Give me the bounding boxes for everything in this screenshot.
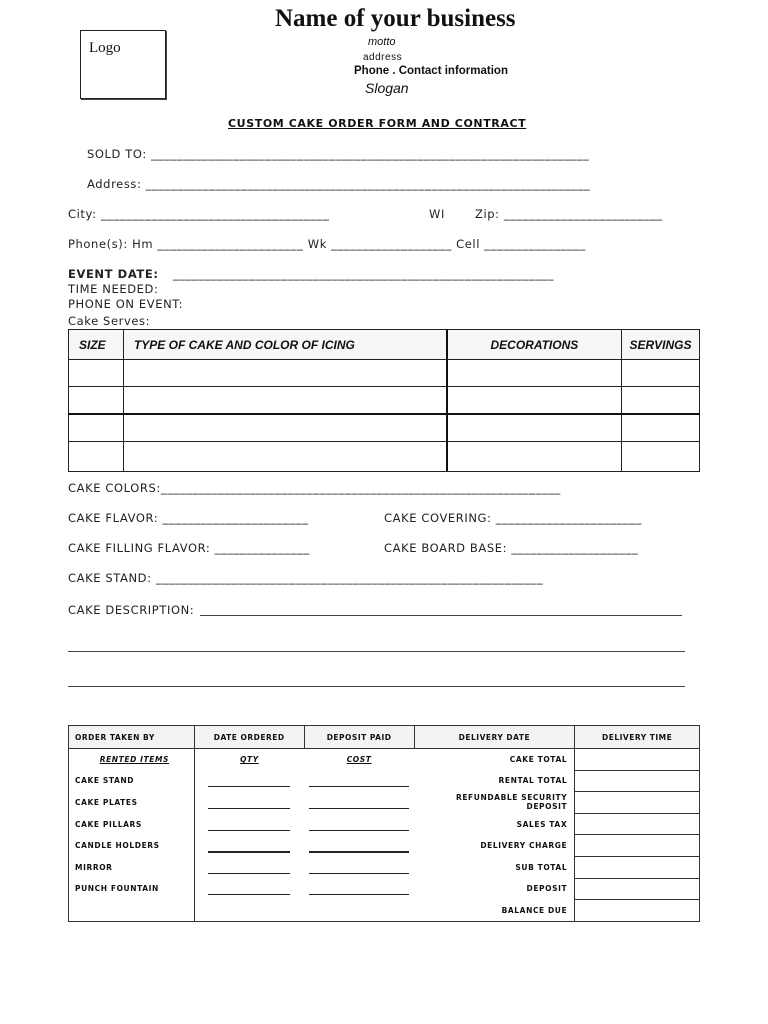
- delivery-time-header: DELIVERY TIME: [575, 726, 700, 749]
- rented-item-label: CAKE STAND: [69, 770, 195, 792]
- type-header: TYPE OF CAKE AND COLOR OF ICING: [123, 330, 446, 360]
- decorations-header: DECORATIONS: [447, 330, 622, 360]
- rented-item-label: PUNCH FOUNTAIN: [69, 878, 195, 900]
- table-row: [69, 792, 700, 814]
- cost-cell[interactable]: [304, 813, 414, 835]
- cost-cell[interactable]: [304, 900, 414, 922]
- cell[interactable]: [622, 360, 700, 387]
- description-line[interactable]: [200, 615, 682, 616]
- cake-board-field[interactable]: CAKE BOARD BASE: ____________________: [384, 541, 639, 555]
- table-row: [69, 749, 700, 771]
- cell[interactable]: [123, 414, 446, 442]
- table-row: [69, 878, 700, 900]
- zip-field[interactable]: Zip: _________________________: [475, 207, 663, 221]
- qty-cell[interactable]: [194, 856, 304, 878]
- total-label: CAKE TOTAL: [509, 755, 568, 765]
- slogan: Slogan: [365, 80, 409, 96]
- deposit-paid-header: DEPOSIT PAID: [304, 726, 414, 749]
- total-value-cell[interactable]: [575, 878, 700, 900]
- table-row: [69, 856, 700, 878]
- cell[interactable]: [447, 360, 622, 387]
- cell[interactable]: [123, 360, 446, 387]
- sold-to-field[interactable]: SOLD TO: _____________________________________________________________________: [87, 147, 590, 161]
- time-needed-label: TIME NEEDED:: [68, 282, 159, 296]
- qty-cell[interactable]: [194, 770, 304, 792]
- total-value-cell[interactable]: [575, 770, 700, 792]
- table-row: [69, 442, 700, 472]
- phones-field[interactable]: Phone(s): Hm _______________________ Wk ___________________ Cell ________________: [68, 237, 586, 251]
- rented-item-label: MIRROR: [69, 856, 195, 878]
- table-row: [69, 835, 700, 857]
- cell[interactable]: [69, 442, 124, 472]
- logo-label: Logo: [89, 40, 121, 56]
- description-line[interactable]: [68, 686, 685, 687]
- cake-filling-field[interactable]: CAKE FILLING FLAVOR: _______________: [68, 541, 310, 555]
- order-table-header: [69, 726, 700, 749]
- total-value-cell[interactable]: [575, 835, 700, 857]
- cost-cell[interactable]: [304, 770, 414, 792]
- total-value-cell[interactable]: [575, 900, 700, 922]
- order-taken-by-header: ORDER TAKEN BY: [69, 726, 195, 749]
- date-ordered-header: DATE ORDERED: [194, 726, 304, 749]
- rented-item-label: CANDLE HOLDERS: [69, 835, 195, 857]
- cell[interactable]: [622, 414, 700, 442]
- table-row: [69, 900, 700, 922]
- cake-serves-label: Cake Serves:: [68, 314, 151, 328]
- total-label: SALES TAX: [516, 819, 568, 829]
- table-row: [69, 414, 700, 442]
- cell[interactable]: [622, 387, 700, 415]
- address-text: address: [363, 52, 403, 63]
- total-value-cell[interactable]: [575, 856, 700, 878]
- total-label: DEPOSIT: [526, 884, 568, 894]
- qty-cell[interactable]: [194, 792, 304, 814]
- total-value-cell[interactable]: [575, 749, 700, 771]
- total-label: BALANCE DUE: [501, 905, 568, 915]
- cell[interactable]: [447, 442, 622, 472]
- cake-flavor-field[interactable]: CAKE FLAVOR: _______________________: [68, 511, 309, 525]
- event-date-field[interactable]: ____________________________________________________________: [173, 267, 554, 281]
- address-field[interactable]: Address: ______________________________________________________________________: [87, 177, 591, 191]
- total-label: DELIVERY CHARGE: [480, 841, 568, 851]
- table-row: [69, 770, 700, 792]
- total-value-cell[interactable]: [575, 813, 700, 835]
- qty-cell[interactable]: [194, 835, 304, 857]
- city-field[interactable]: City: ____________________________________: [68, 207, 330, 221]
- state-label: WI: [429, 207, 445, 221]
- motto: motto: [368, 36, 396, 48]
- qty-cell[interactable]: [194, 813, 304, 835]
- cell[interactable]: [69, 387, 124, 415]
- rented-item-label: [69, 900, 195, 922]
- delivery-date-header: DELIVERY DATE: [414, 726, 575, 749]
- cost-cell[interactable]: [304, 792, 414, 814]
- cell[interactable]: [69, 414, 124, 442]
- cell[interactable]: [123, 442, 446, 472]
- event-date-label: EVENT DATE:: [68, 267, 159, 281]
- phone-on-event-label: PHONE ON EVENT:: [68, 297, 184, 311]
- order-table: [68, 725, 700, 922]
- size-header: SIZE: [69, 330, 124, 360]
- total-label: SUB TOTAL: [515, 862, 568, 872]
- total-value-cell[interactable]: [575, 792, 700, 814]
- cell[interactable]: [622, 442, 700, 472]
- servings-header: SERVINGS: [622, 330, 700, 360]
- table-row: [69, 387, 700, 415]
- form-title: CUSTOM CAKE ORDER FORM AND CONTRACT: [228, 117, 527, 130]
- cell[interactable]: [447, 387, 622, 415]
- cost-cell[interactable]: [304, 835, 414, 857]
- business-name: Name of your business: [275, 5, 516, 32]
- cell[interactable]: [447, 414, 622, 442]
- cake-table-header: [69, 330, 700, 360]
- qty-cell[interactable]: [194, 878, 304, 900]
- cost-cell[interactable]: [304, 878, 414, 900]
- rented-item-label: CAKE PILLARS: [69, 813, 195, 835]
- cost-header: COST: [346, 755, 372, 765]
- table-row: [69, 360, 700, 387]
- description-line[interactable]: [68, 651, 685, 652]
- qty-cell[interactable]: [194, 900, 304, 922]
- rented-items-header: RENTED ITEMS: [69, 749, 195, 771]
- cell[interactable]: [123, 387, 446, 415]
- cake-table: [68, 329, 700, 472]
- qty-header: QTY: [194, 749, 304, 771]
- contact-info: Phone . Contact information: [354, 65, 508, 77]
- table-row: [69, 813, 700, 835]
- logo-placeholder: [80, 30, 166, 99]
- cake-stand-field[interactable]: CAKE STAND: _____________________________________________________________: [68, 571, 544, 585]
- total-label: RENTAL TOTAL: [498, 776, 568, 786]
- rented-item-label: CAKE PLATES: [69, 792, 195, 814]
- cake-colors-field[interactable]: CAKE COLORS:_______________________________________________________________: [68, 481, 561, 495]
- cost-cell[interactable]: [304, 856, 414, 878]
- total-label: REFUNDABLE SECURITY DEPOSIT: [455, 793, 568, 812]
- cell[interactable]: [69, 360, 124, 387]
- cake-covering-field[interactable]: CAKE COVERING: _______________________: [384, 511, 642, 525]
- cake-description-label: CAKE DESCRIPTION:: [68, 603, 195, 617]
